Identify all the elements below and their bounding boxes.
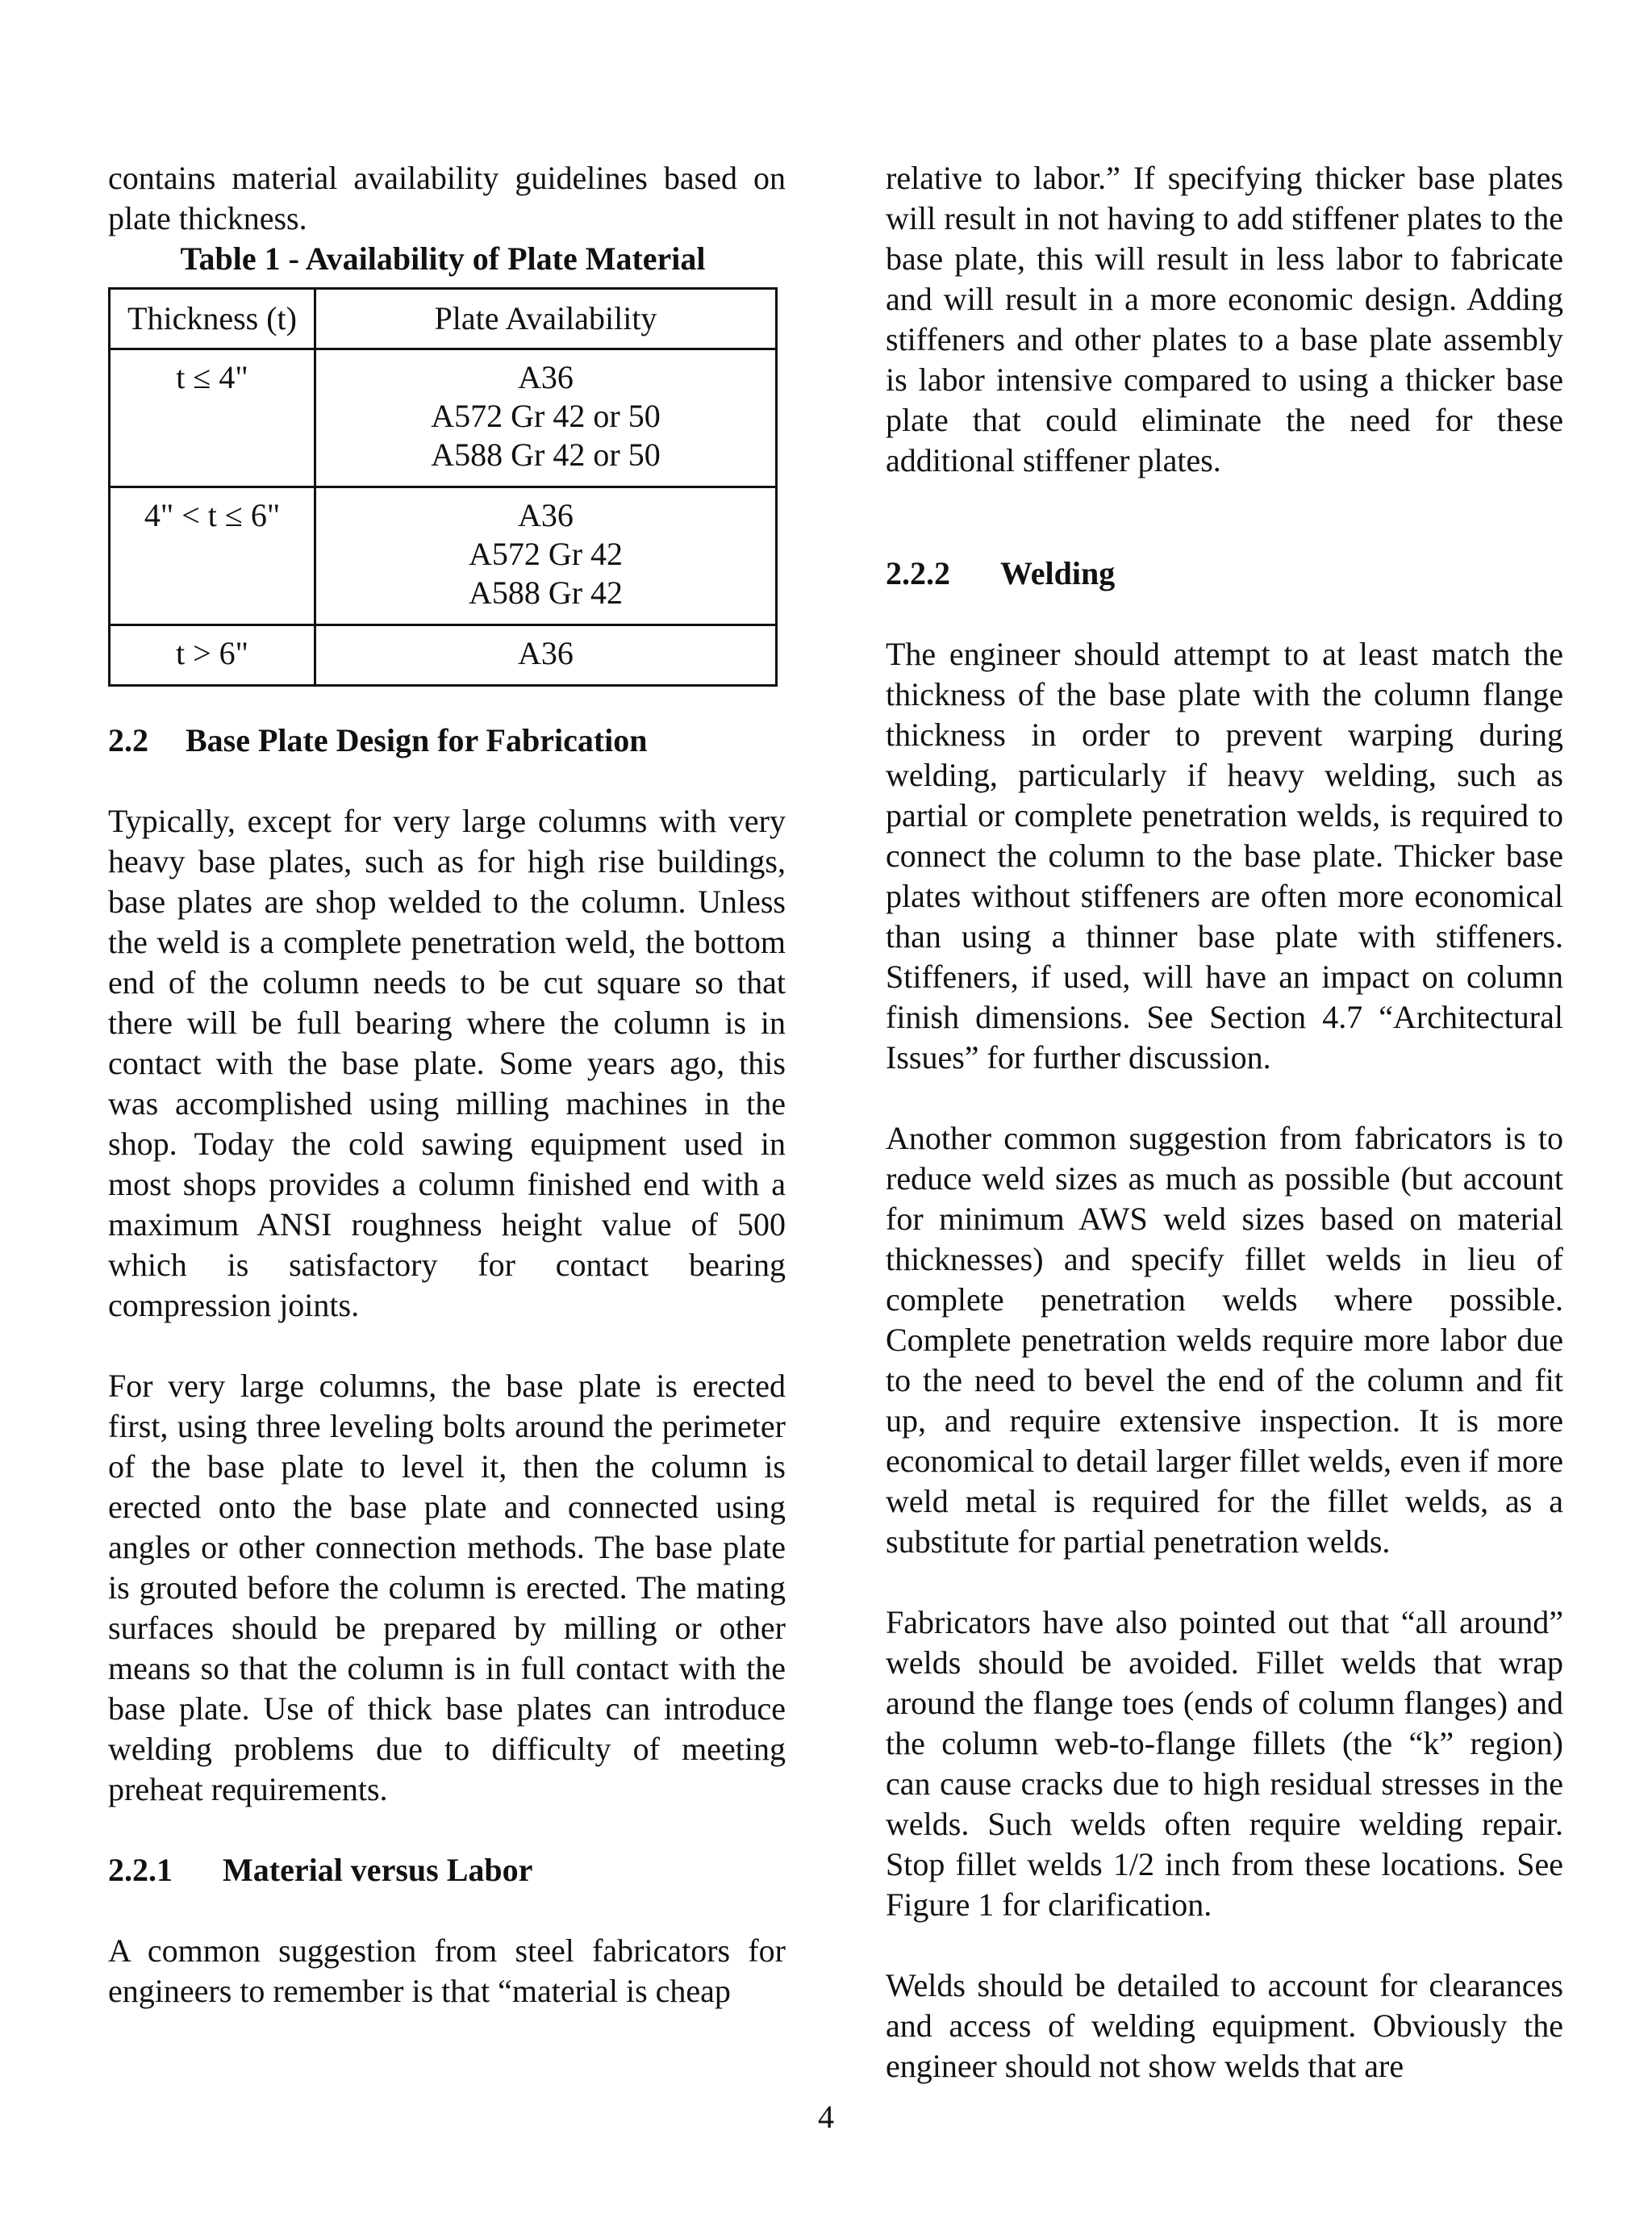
table-row — [110, 349, 777, 487]
section-heading-2-2 — [108, 721, 786, 761]
availability-item: A36 — [518, 635, 574, 671]
availability-item: A588 Gr 42 — [468, 574, 624, 611]
thickness-cell: t ≤ 4" — [110, 349, 315, 487]
thickness-cell: t > 6" — [110, 625, 315, 686]
section-title: Welding — [1000, 555, 1116, 591]
body-paragraph: Fabricators have also pointed out that “all around” welds should be avoided. Fillet welds that wrap around the flange toes (ends of column flanges) and the column web-to-flange fillets (the “k” region) can cause cracks due to high residual stresses in the welds. Such welds often require welding repair. Stop fillet welds 1/2 inch from these locations. See Figure 1 for clarification. — [886, 1604, 1563, 1923]
table-header-row — [110, 289, 777, 349]
table-caption: Table 1 - Availability of Plate Material — [180, 240, 706, 277]
section-title: Material versus Labor — [223, 1852, 533, 1888]
availability-item: A572 Gr 42 or 50 — [431, 398, 661, 434]
table-row — [110, 487, 777, 625]
availability-cell — [315, 349, 777, 487]
page-number: 4 — [818, 2099, 834, 2135]
section-number: 2.2 — [108, 722, 148, 758]
body-paragraph: A common suggestion from steel fabricators for engineers to remember is that “material is cheap — [108, 1932, 786, 2009]
availability-cell — [315, 487, 777, 625]
body-paragraph: Typically, except for very large columns with very heavy base plates, such as for high rise buildings, base plates are shop welded to the column. Unless the weld is a complete penetration weld, the bottom end of the column needs to be cut square so that there will be full bearing where the column is in contact with the base plate. Some years ago, this was accomplished using milling machines in the shop. Today the cold sawing equipment used in most shops provides a column finished end with a maximum ANSI roughness height value of 500 which is satisfactory for contact bearing compression joints. — [108, 803, 786, 1323]
section-number: 2.2.2 — [886, 555, 950, 591]
body-paragraph: The engineer should attempt to at least match the thickness of the base plate with the column flange thickness in order to prevent warping during welding, particularly if heavy welding, such as partial or complete penetration welds, is required to connect the column to the base plate. Thicker base plates without stiffeners are often more economical than using a thinner base plate with stiffeners. Stiffeners, if used, will have an impact on column finish dimensions. See Section 4.7 “Architectural Issues” for further discussion. — [886, 636, 1563, 1076]
body-paragraph: For very large columns, the base plate is erected first, using three leveling bolts around the perimeter of the base plate to level it, then the column is erected onto the base plate and connected using angles or other connection methods. The base plate is grouted before the column is erected. The mating surfaces should be prepared by milling or other means so that the column is in full contact with the base plate. Use of thick base plates can introduce welding problems due to difficulty of meeting preheat requirements. — [108, 1368, 786, 1807]
table-row — [110, 625, 777, 686]
section-heading-2-2-1 — [108, 1850, 786, 1890]
availability-item: A572 Gr 42 — [468, 536, 624, 572]
availability-item: A588 Gr 42 or 50 — [431, 437, 661, 473]
right-column — [886, 158, 1563, 2087]
body-paragraph: Welds should be detailed to account for clearances and access of welding equipment. Obviously the engineer should not show welds that are — [886, 1967, 1563, 2084]
availability-item: A36 — [518, 359, 574, 395]
availability-item: A36 — [518, 497, 574, 533]
body-paragraph: relative to labor.” If specifying thicker base plates will result in not having to add stiffener plates to the base plate, this will result in less labor to fabricate and will result in a more economic design. Adding stiffeners and other plates to a base plate assembly is labor intensive compared to using a thicker base plate that could eliminate the need for these additional stiffener plates. — [886, 160, 1563, 478]
thickness-cell: 4" < t ≤ 6" — [110, 487, 315, 625]
table-header-availability: Plate Availability — [315, 289, 777, 349]
left-column — [108, 158, 786, 2011]
section-title: Base Plate Design for Fabrication — [186, 722, 648, 758]
intro-text: contains material availability guidelines based on plate thickness. — [108, 160, 786, 236]
section-heading-2-2-2 — [886, 554, 1563, 594]
body-paragraph: Another common suggestion from fabricators is to reduce weld sizes as much as possible (but account for minimum AWS weld sizes based on material thicknesses) and specify fillet welds in lieu of complete penetration welds where possible. Complete penetration welds require more labor due to the need to bevel the end of the column and fit up, and require extensive inspection. It is more economical to detail larger fillet welds, even if more weld metal is required for the fillet welds, as a substitute for partial penetration welds. — [886, 1120, 1563, 1560]
table-header-thickness: Thickness (t) — [110, 289, 315, 349]
plate-availability-table — [108, 287, 778, 687]
availability-cell — [315, 625, 777, 686]
section-number: 2.2.1 — [108, 1852, 173, 1888]
